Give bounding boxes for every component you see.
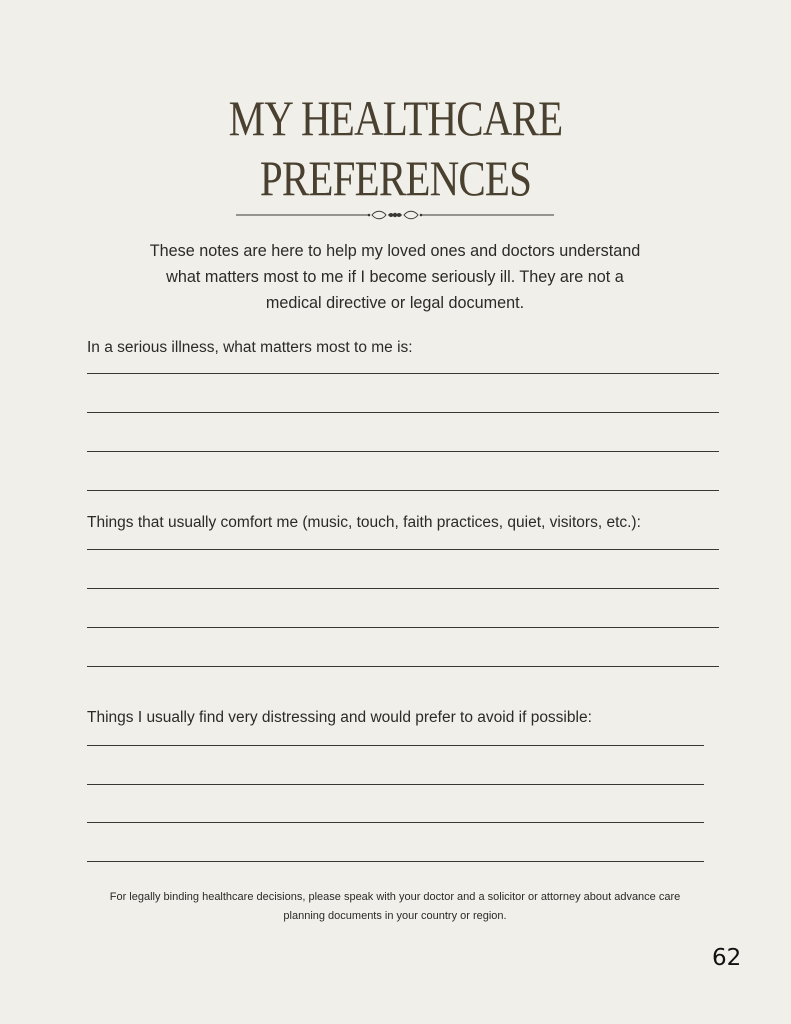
section-1-writing-line[interactable] (87, 451, 719, 452)
scroll-divider-ornament-icon (236, 208, 554, 222)
section-1-prompt: In a serious illness, what matters most to me is: (87, 339, 413, 356)
section-3-writing-line[interactable] (87, 861, 704, 862)
section-3-writing-line[interactable] (87, 745, 704, 746)
section-2-writing-line[interactable] (87, 627, 719, 628)
title-line-1: MY HEALTHCARE (228, 90, 563, 146)
intro-text: These notes are here to help my loved ones and doctors understand what matters most to me if I become seriously ill. They are not a medical directive or legal document. (149, 242, 641, 312)
section-3-writing-line[interactable] (87, 784, 704, 785)
title-line-2: PREFERENCES (259, 150, 532, 206)
legal-footer-note: For legally binding healthcare decisions, please speak with your doctor and a solicitor or attorney about advance care planning documents in your country or region. (109, 891, 681, 922)
page-title (71, 88, 720, 208)
section-1-writing-line[interactable] (87, 490, 719, 491)
section-3-prompt: Things I usually find very distressing and would prefer to avoid if possible: (87, 709, 592, 726)
section-2-writing-line[interactable] (87, 549, 719, 550)
section-1-writing-line[interactable] (87, 412, 719, 413)
section-3-writing-line[interactable] (87, 822, 704, 823)
section-1-writing-line[interactable] (87, 373, 719, 374)
section-2-writing-line[interactable] (87, 588, 719, 589)
page-number: 62 (712, 945, 742, 971)
section-2-prompt: Things that usually comfort me (music, touch, faith practices, quiet, visitors, etc.): (87, 514, 641, 531)
section-2-writing-line[interactable] (87, 666, 719, 667)
